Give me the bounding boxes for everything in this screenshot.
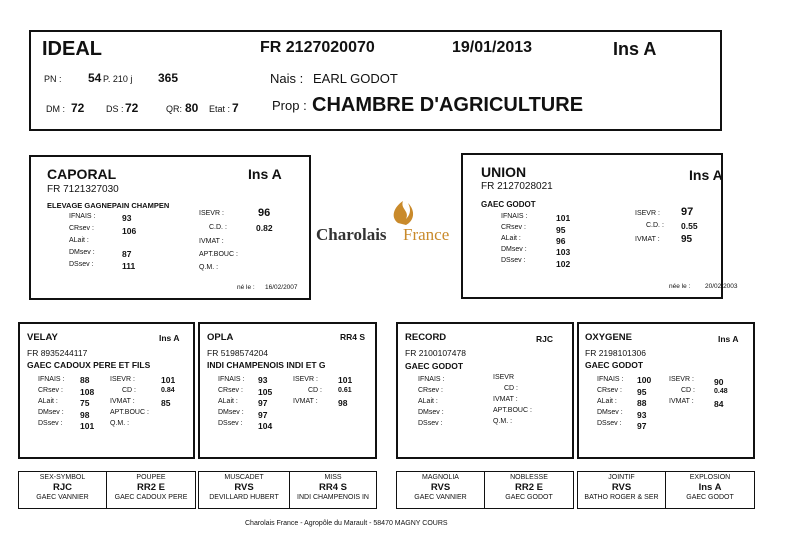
gp-ifnais-label: IFNAIS : — [418, 376, 445, 383]
gp-cd: 0.48 — [714, 388, 728, 395]
ggp-owner: BATHO ROGER & SER — [584, 494, 659, 501]
dam-id: FR 2127028021 — [481, 181, 553, 192]
dam-dssev: 102 — [556, 259, 571, 269]
gp-alait-label: ALait : — [418, 398, 438, 405]
gp-alait-label: ALait : — [218, 398, 238, 405]
gp-isevr-label: ISEVR — [493, 374, 515, 381]
dam-alait: 96 — [556, 236, 566, 246]
gp-dmsev: 93 — [637, 410, 647, 420]
gp-id: FR 8935244117 — [27, 348, 88, 358]
prop-value: CHAMBRE D'AGRICULTURE — [312, 94, 584, 116]
dam-dmsev: 103 — [556, 247, 571, 257]
dam-birth-date: 20/02/2003 — [705, 283, 738, 290]
main-animal-box — [29, 30, 722, 131]
logo-text-charolais: Charolais — [316, 225, 387, 244]
gp-dmsev: 97 — [258, 410, 268, 420]
dam-dmsev-label: DMsev : — [501, 246, 527, 253]
gp-dmsev-label: DMsev : — [38, 409, 64, 416]
gp-ivmat-label: IVMAT : — [669, 398, 694, 405]
gp-alait-label: ALait : — [597, 398, 617, 405]
ggp-owner: INDI CHAMPENOIS IN — [297, 494, 369, 501]
sire-isevr: 96 — [258, 207, 271, 219]
ggp-code: Ins A — [698, 482, 722, 493]
gp-cd-label: CD : — [681, 387, 695, 394]
gp-ivmat-label: IVMAT : — [493, 396, 518, 403]
gp-cd-label: CD : — [308, 387, 322, 394]
grandparent-box-velay — [18, 322, 195, 459]
etat-value: 7 — [232, 101, 239, 115]
gp-crsev: 105 — [258, 387, 273, 397]
dam-birth-label: née le : — [669, 283, 691, 290]
gp-ins: Ins A — [718, 334, 739, 344]
dam-crsev: 95 — [556, 225, 566, 235]
ggp-cell — [106, 471, 196, 509]
animal-name: IDEAL — [42, 38, 102, 60]
nais-label: Nais : — [270, 71, 304, 86]
animal-id: FR 2127020070 — [260, 39, 375, 56]
dam-name: UNION — [481, 164, 527, 180]
gp-qm-label: Q.M. : — [110, 420, 130, 427]
sire-ifnais-label: IFNAIS : — [69, 213, 96, 220]
ggp-name: MUSCADET — [224, 474, 264, 481]
footer-address: Charolais France - Agropôle du Marault - 58470 MAGNY COURS — [245, 520, 448, 527]
ggp-name: JOINTIF — [608, 474, 635, 481]
gp-breeder: GAEC CADOUX PERE ET FILS — [27, 360, 151, 370]
prop-label: Prop : — [272, 98, 307, 113]
dam-breeder: GAEC GODOT — [481, 200, 536, 209]
gp-cd-label: CD : — [122, 387, 136, 394]
dam-ifnais: 101 — [556, 213, 571, 223]
gp-ins: RJC — [536, 334, 554, 344]
ggp-name: MISS — [324, 474, 342, 481]
gp-ins: Ins A — [159, 333, 180, 343]
sire-ifnais: 93 — [122, 213, 132, 223]
gp-ivmat-label: IVMAT : — [110, 398, 135, 405]
ggp-cell — [289, 471, 377, 509]
gp-dmsev: 98 — [80, 410, 90, 420]
ggp-name: EXPLOSION — [689, 474, 731, 481]
dam-ivmat: 95 — [681, 234, 693, 245]
ggp-cell — [18, 471, 107, 509]
gp-breeder: GAEC GODOT — [585, 360, 644, 370]
ggp-cell — [577, 471, 666, 509]
gp-ivmat: 85 — [161, 398, 171, 408]
gp-isevr: 101 — [338, 375, 353, 385]
ggp-owner: GAEC VANNIER — [414, 494, 467, 501]
dam-crsev-label: CRsev : — [501, 224, 526, 231]
gp-dssev-label: DSsev : — [38, 420, 63, 427]
gp-dssev-label: DSsev : — [218, 420, 243, 427]
grandparent-box-opla — [198, 322, 377, 459]
pn-label: PN : — [44, 74, 62, 84]
p210-label: P. 210 j — [103, 74, 133, 84]
ggp-cell — [484, 471, 574, 509]
ggp-code: RR2 E — [515, 482, 543, 493]
gp-ivmat: 98 — [338, 398, 348, 408]
charolais-france-logo — [316, 205, 456, 255]
dam-isevr: 97 — [681, 206, 694, 218]
gp-breeder: INDI CHAMPENOIS INDI ET G — [207, 360, 326, 370]
ggp-owner: GAEC GODOT — [686, 494, 734, 501]
gp-cd: 0.84 — [161, 387, 175, 394]
sire-name: CAPORAL — [47, 166, 117, 182]
gp-isevr-label: ISEVR : — [293, 376, 318, 383]
animal-date: 19/01/2013 — [452, 39, 533, 56]
qr-label: QR: — [166, 104, 183, 114]
gp-id: FR 5198574204 — [207, 348, 268, 358]
sire-breeder: ELEVAGE GAGNEPAIN CHAMPEN — [47, 201, 170, 210]
qr-value: 80 — [185, 101, 199, 115]
logo-text-france: France — [403, 225, 450, 244]
gp-alait: 75 — [80, 398, 90, 408]
sire-ins: Ins A — [248, 166, 282, 182]
gp-ifnais: 88 — [80, 375, 90, 385]
ggp-code: RR4 S — [319, 482, 347, 493]
ggp-name: POUPEE — [136, 474, 166, 481]
pn-value: 54 — [88, 71, 102, 85]
gp-crsev: 95 — [637, 387, 647, 397]
gp-cd-label: CD : — [504, 385, 518, 392]
p210-value: 365 — [158, 71, 179, 85]
sire-birth-label: né le : — [237, 284, 255, 291]
dam-alait-label: ALait : — [501, 235, 521, 242]
gp-dssev-label: DSsev : — [418, 420, 443, 427]
gp-dssev: 101 — [80, 421, 95, 431]
ggp-code: RJC — [52, 482, 72, 493]
gp-isevr-label: ISEVR : — [110, 376, 135, 383]
dam-dssev-label: DSsev : — [501, 257, 526, 264]
ggp-code: RR2 E — [137, 482, 165, 493]
dam-cd: 0.55 — [681, 221, 698, 231]
sire-box — [29, 155, 311, 300]
ggp-name: SEX-SYMBOL — [39, 474, 86, 481]
gp-dmsev-label: DMsev : — [218, 409, 244, 416]
gp-dssev: 104 — [258, 421, 273, 431]
sire-id: FR 7121327030 — [47, 184, 119, 195]
gp-crsev-label: CRsev : — [418, 387, 443, 394]
sire-dssev-label: DSsev : — [69, 261, 94, 268]
gp-alait-label: ALait : — [38, 398, 58, 405]
ggp-name: MAGNOLIA — [422, 474, 459, 481]
gp-cd: 0.61 — [338, 387, 352, 394]
etat-label: Etat : — [209, 104, 231, 114]
sire-alait-label: ALait : — [69, 237, 89, 244]
gp-ivmat-label: IVMAT : — [293, 398, 318, 405]
gp-ifnais-label: IFNAIS : — [38, 376, 65, 383]
ggp-owner: DEVILLARD HUBERT — [209, 494, 279, 501]
gp-ifnais: 93 — [258, 375, 268, 385]
ggp-owner: GAEC CADOUX PERE — [114, 494, 188, 501]
sire-dssev: 111 — [122, 261, 136, 271]
gp-ifnais-label: IFNAIS : — [218, 376, 245, 383]
ggp-cell — [198, 471, 290, 509]
ggp-cell — [396, 471, 485, 509]
gp-breeder: GAEC GODOT — [405, 361, 464, 371]
gp-isevr: 90 — [714, 377, 724, 387]
gp-alait: 97 — [258, 398, 268, 408]
gp-crsev-label: CRsev : — [38, 387, 63, 394]
ggp-name: NOBLESSE — [510, 474, 548, 481]
sire-dmsev: 87 — [122, 249, 132, 259]
sire-crsev: 106 — [122, 226, 137, 236]
logo-flame-icon — [388, 197, 418, 227]
ggp-owner: GAEC GODOT — [505, 494, 553, 501]
sire-isevr-label: ISEVR : — [199, 210, 224, 217]
gp-ins: RR4 S — [340, 332, 366, 342]
sire-dmsev-label: DMsev : — [69, 249, 95, 256]
gp-id: FR 2100107478 — [405, 348, 466, 358]
sire-crsev-label: CRsev : — [69, 225, 94, 232]
dam-cd-label: C.D. : — [646, 222, 664, 229]
gp-dmsev-label: DMsev : — [418, 409, 444, 416]
sire-apt-label: APT.BOUC : — [199, 251, 238, 258]
gp-alait: 88 — [637, 398, 647, 408]
gp-isevr-label: ISEVR : — [669, 376, 694, 383]
ggp-code: RVS — [430, 482, 451, 493]
gp-ivmat: 84 — [714, 399, 724, 409]
dam-box — [461, 153, 738, 299]
sire-ivmat-label: IVMAT : — [199, 238, 224, 245]
gp-name: OXYGENE — [585, 332, 632, 343]
gp-apt-label: APT.BOUC : — [493, 407, 532, 414]
gp-qm-label: Q.M. : — [493, 418, 513, 425]
gp-name: RECORD — [405, 332, 447, 343]
nais-value: EARL GODOT — [313, 71, 398, 86]
gp-dssev-label: DSsev : — [597, 420, 622, 427]
sire-birth-date: 16/02/2007 — [265, 284, 298, 291]
ggp-code: RVS — [234, 482, 254, 493]
sire-qm-label: Q.M. : — [199, 264, 219, 271]
dam-ifnais-label: IFNAIS : — [501, 213, 528, 220]
gp-apt-label: APT.BOUC : — [110, 409, 149, 416]
gp-isevr: 101 — [161, 375, 176, 385]
ds-label: DS : — [106, 104, 124, 114]
gp-id: FR 2198101306 — [585, 348, 646, 358]
gp-dmsev-label: DMsev : — [597, 409, 623, 416]
gp-dssev: 97 — [637, 421, 647, 431]
ggp-code: RVS — [611, 482, 632, 493]
dam-ins: Ins A — [689, 167, 723, 183]
dm-value: 72 — [71, 101, 85, 115]
gp-name: OPLA — [207, 332, 234, 343]
gp-ifnais: 100 — [637, 375, 652, 385]
gp-ifnais-label: IFNAIS : — [597, 376, 624, 383]
gp-crsev: 108 — [80, 387, 95, 397]
ggp-owner: GAEC VANNIER — [36, 494, 89, 501]
sire-cd: 0.82 — [256, 223, 273, 233]
animal-ins: Ins A — [613, 39, 657, 59]
sire-cd-label: C.D. : — [209, 224, 227, 231]
ggp-cell — [665, 471, 755, 509]
grandparent-box-oxygene — [577, 322, 755, 459]
gp-name: VELAY — [27, 332, 58, 343]
dm-label: DM : — [46, 104, 65, 114]
gp-crsev-label: CRsev : — [597, 387, 622, 394]
gp-crsev-label: CRsev : — [218, 387, 243, 394]
ds-value: 72 — [125, 101, 139, 115]
dam-ivmat-label: IVMAT : — [635, 236, 660, 243]
dam-isevr-label: ISEVR : — [635, 210, 660, 217]
grandparent-box-record — [396, 322, 574, 459]
